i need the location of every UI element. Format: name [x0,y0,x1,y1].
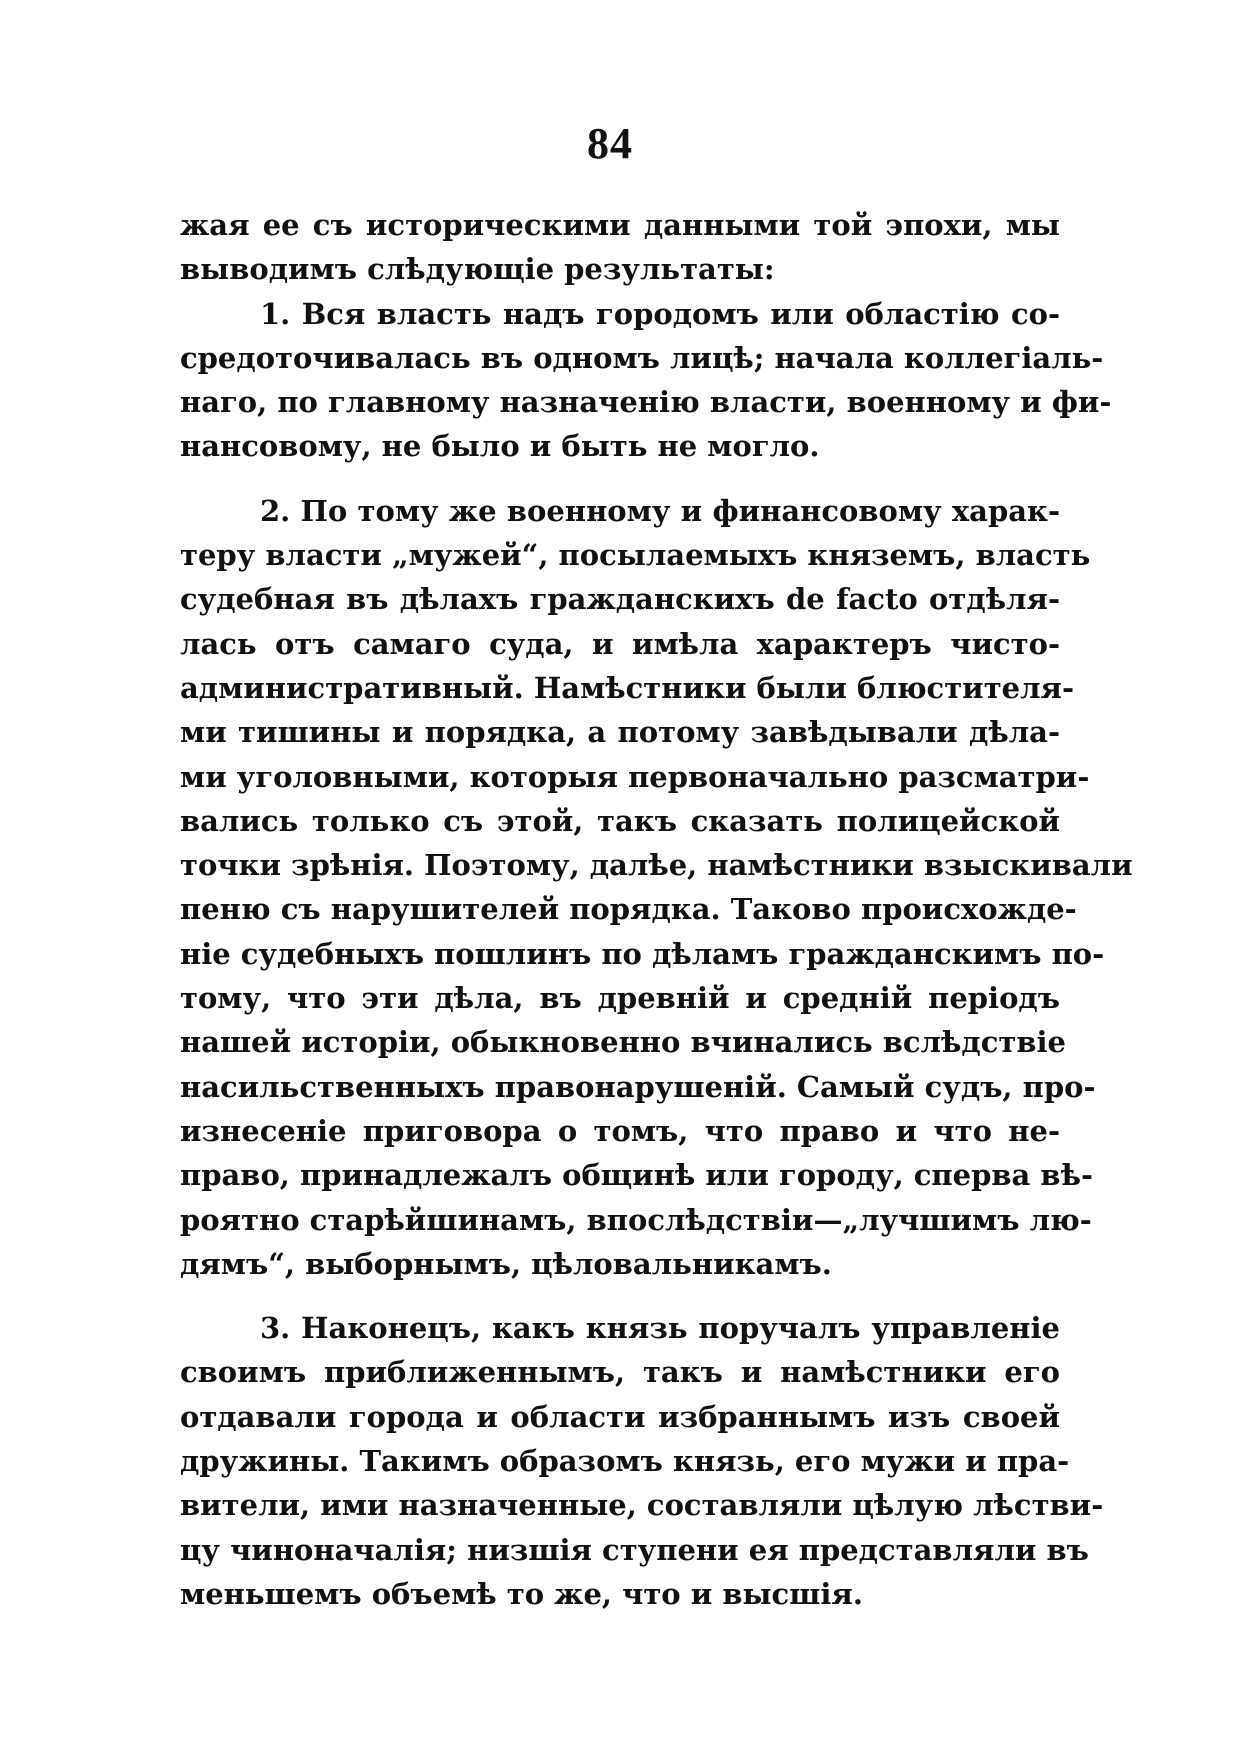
paragraph-point-2 [180,489,1133,1286]
text-line: 1. Вся власть надъ городомъ или областію со- [260,296,1060,331]
text-line: административный. Намѣстники были блюстителя- [180,670,1075,705]
paragraph-gap [180,1286,1060,1306]
paragraph-gap [180,469,1060,489]
text-line: средоточивалась въ одномъ лицѣ; начала коллегіаль- [180,340,1104,375]
text-line: судебная въ дѣлахъ гражданскихъ de facto отдѣля- [180,582,1060,617]
text-line: теру власти „мужей“, посылаемыхъ княземъ, власть [180,538,1091,573]
text-line: отдавали города и области избраннымъ изъ своей [180,1399,1060,1434]
text-line: лась отъ самаго суда, и имѣла характеръ чисто- [180,626,1060,661]
text-line: изнесеніе приговора о томъ, что право и что не- [180,1113,1060,1148]
text-line: меньшемъ объемѣ то же, что и высшія. [180,1576,863,1611]
body-text [180,203,1133,1616]
paragraph-point-1 [180,292,1112,469]
text-line: вались только съ этой, такъ сказать полицейской [180,803,1060,838]
text-line: выводимъ слѣдующіе результаты: [180,252,775,287]
text-line: жая ее съ историческими данными той эпохи, мы [180,208,1060,242]
text-line: 3. Наконецъ, какъ князь поручалъ управленіе [260,1311,1060,1346]
text-line: тому, что эти дѣла, въ древній и средній періодъ [180,981,1060,1016]
text-line: вители, ими назначенные, составляли цѣлую лѣстви- [180,1488,1104,1523]
paragraph-point-3 [180,1306,1104,1616]
text-line: дружины. Такимъ образомъ князь, его мужи и пра- [180,1444,1070,1479]
intro-paragraph [180,203,1060,292]
text-line: насильственныхъ правонарушеній. Самый судъ, про- [180,1069,1096,1104]
text-line: ніе судебныхъ пошлинъ по дѣламъ гражданскимъ по- [180,936,1105,971]
text-line: ми уголовными, которыя первоначально разсматри- [180,759,1090,794]
text-line: ми тишины и порядка, а потому завѣдывали дѣла- [180,715,1060,750]
text-line: пеню съ нарушителей порядка. Таково происхожде- [180,892,1077,927]
text-line: наго, по главному назначенію власти, военному и фи- [180,385,1112,420]
text-line: дямъ“, выборнымъ, цѣловальникамъ. [180,1246,832,1281]
text-line: точки зрѣнія. Поэтому, далѣе, намѣстники взыскивали [180,848,1133,883]
text-line: 2. По тому же военному и финансовому харак- [260,493,1060,528]
text-line: своимъ приближеннымъ, такъ и намѣстники его [180,1355,1060,1390]
text-line: нашей исторіи, обыкновенно вчинались вслѣдствіе [180,1025,1066,1060]
text-line: роятно старѣйшинамъ, впослѣдствіи—„лучшимъ лю- [180,1202,1092,1237]
text-line: право, принадлежалъ общинѣ или городу, сперва вѣ- [180,1158,1093,1193]
page-number: 84 [587,119,633,168]
text-line: цу чиноначалія; низшія ступени ея представляли въ [180,1532,1089,1567]
text-line: нансовому, не было и быть не могло. [180,429,820,464]
